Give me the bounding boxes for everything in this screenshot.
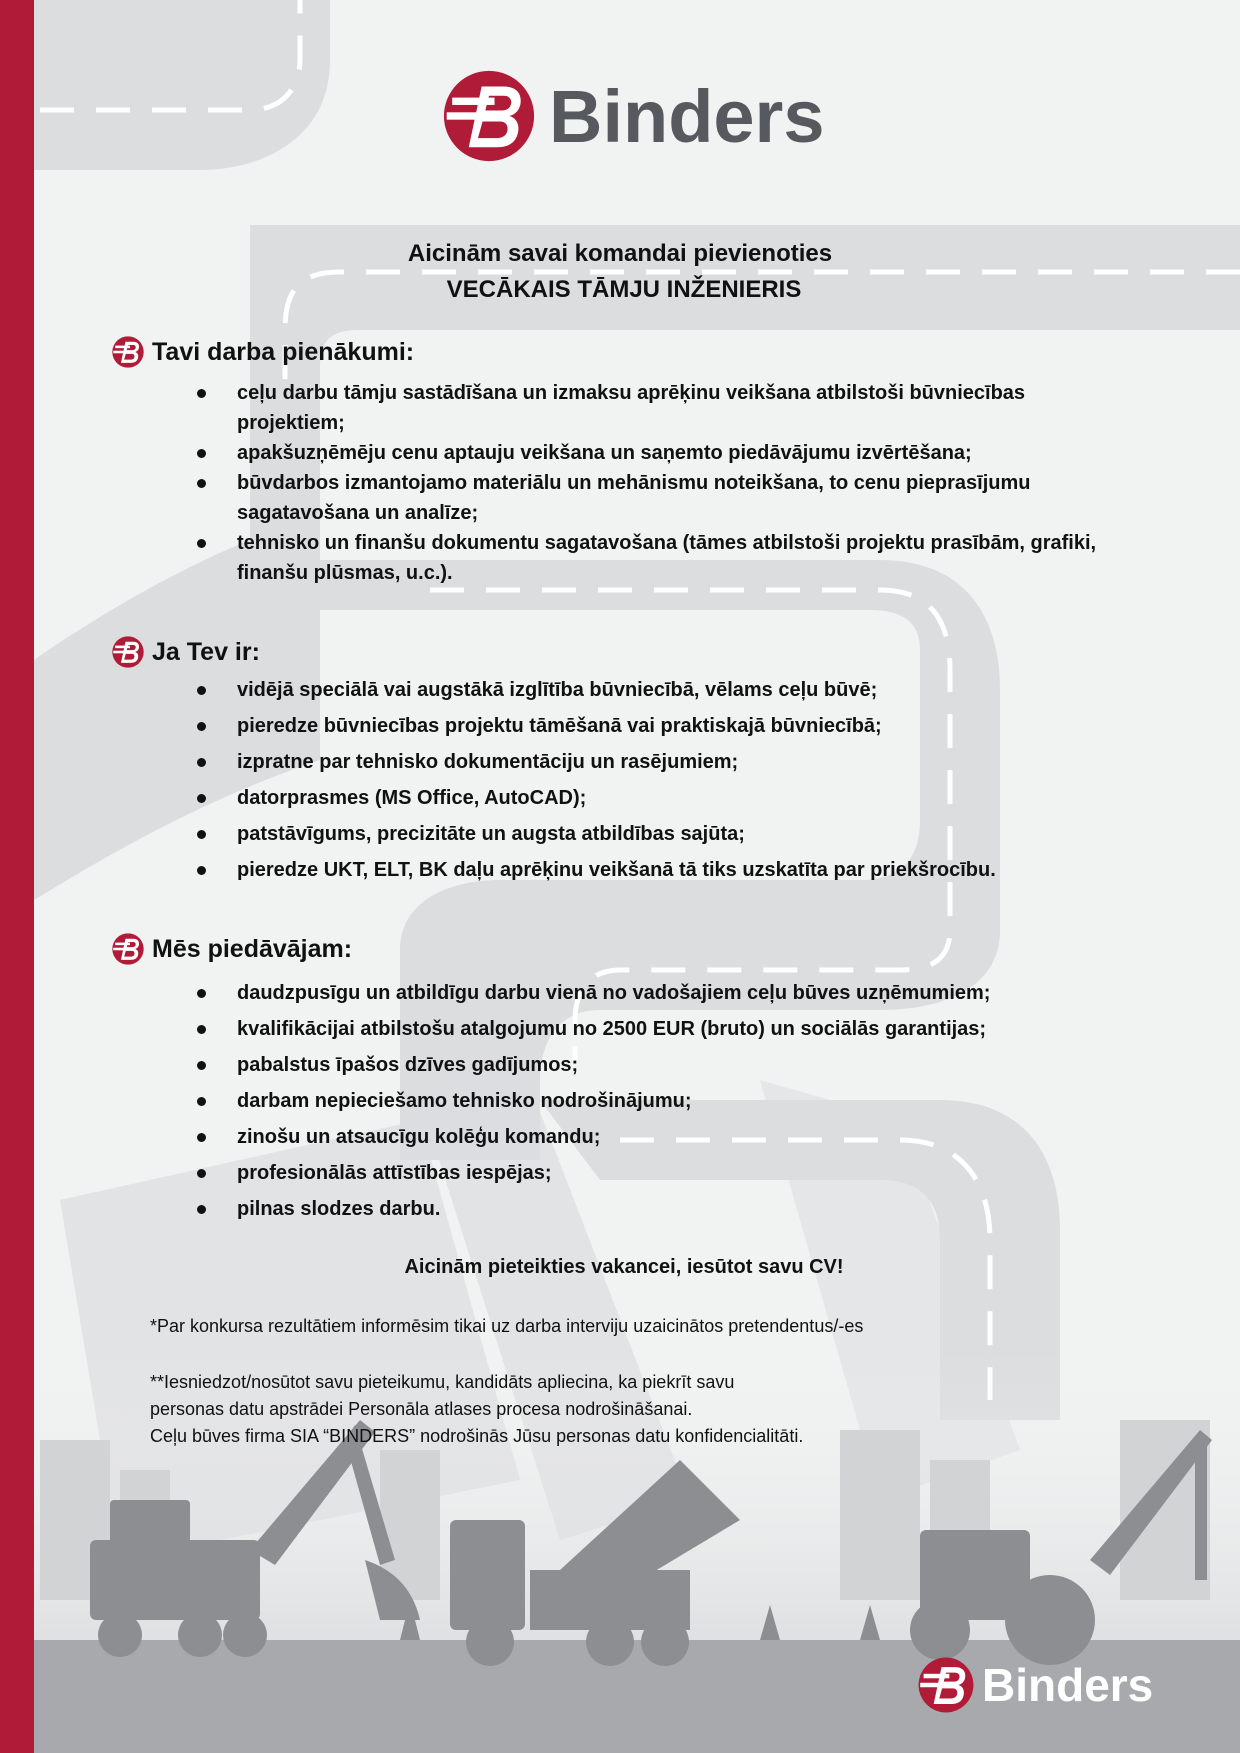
- section-title-text: Tavi darba pienākumi:: [152, 337, 415, 366]
- binders-logo-icon: [918, 1657, 974, 1713]
- invite-headline: Aicinām savai komandai pievienoties: [407, 240, 833, 267]
- privacy-note-line: Ceļu būves firma SIA “BINDERS” nodrošinās Jūsu personas datu konfidencialitāti.: [150, 1426, 804, 1446]
- brand-wordmark: Binders: [549, 74, 825, 158]
- bullet-logo-icon: [112, 336, 144, 368]
- section-title-offer: [112, 932, 352, 966]
- job-title: VECĀKAIS TĀMJU INŽENIERIS: [446, 276, 802, 303]
- list-item: pilnas slodzes darbu.: [197, 1197, 1127, 1221]
- section-title-text: Ja Tev ir:: [152, 637, 260, 666]
- section-offer: [112, 932, 352, 966]
- requirements-list: [197, 678, 1127, 894]
- privacy-note: [150, 1369, 803, 1450]
- section-duties: [112, 335, 414, 369]
- section-title-duties: [112, 335, 414, 369]
- list-item: būvdarbos izmantojamo materiālu un mehānismu noteikšana, to cenu pieprasījumu sagatavošana un analīze;: [197, 468, 1127, 528]
- duties-list: [197, 378, 1127, 588]
- list-item: kvalifikācijai atbilstošu atalgojumu no 2500 EUR (bruto) un sociālās garantijas;: [197, 1017, 1127, 1041]
- apply-call-to-action: Aicinām pieteikties vakancei, iesūtot savu CV!: [404, 1256, 844, 1278]
- privacy-note-line: **Iesniedzot/nosūtot savu pieteikumu, kandidāts apliecina, ka piekrīt savu: [150, 1372, 735, 1392]
- list-item: vidējā speciālā vai augstākā izglītība būvniecībā, vēlams ceļu būvē;: [197, 678, 1127, 702]
- list-item: pabalstus īpašos dzīves gadījumos;: [197, 1053, 1127, 1077]
- section-title-text: Mēs piedāvājam:: [152, 934, 353, 963]
- list-item: pieredze būvniecības projektu tāmēšanā vai praktiskajā būvniecībā;: [197, 714, 1127, 738]
- section-requirements: [112, 635, 260, 669]
- privacy-note-line: personas datu apstrādei Personāla atlases procesa nodrošināšanai.: [150, 1399, 693, 1419]
- list-item: datorprasmes (MS Office, AutoCAD);: [197, 786, 1127, 810]
- list-item: izpratne par tehnisko dokumentāciju un rasējumiem;: [197, 750, 1127, 774]
- list-item: ceļu darbu tāmju sastādīšana un izmaksu aprēķinu veikšana atbilstoši būvniecības projektiem;: [197, 378, 1127, 438]
- bullet-logo-icon: [112, 636, 144, 668]
- list-item: apakšuzņēmēju cenu aptauju veikšana un saņemto piedāvājumu izvērtēšana;: [197, 438, 1127, 468]
- list-item: profesionālās attīstības iespējas;: [197, 1161, 1127, 1185]
- list-item: tehnisko un finanšu dokumentu sagatavošana (tāmes atbilstoši projektu prasībām, grafiki, finanšu plūsmas, u.c.).: [197, 528, 1127, 588]
- list-item: zinošu un atsaucīgu kolēģu komandu;: [197, 1125, 1127, 1149]
- brand-logo-bottom: [918, 1653, 1153, 1717]
- results-note: *Par konkursa rezultātiem informēsim tikai uz darba interviju uzaicinātos pretendentus/-es: [150, 1316, 864, 1336]
- section-title-requirements: [112, 635, 260, 669]
- list-item: patstāvīgums, precizitāte un augsta atbildības sajūta;: [197, 822, 1127, 846]
- list-item: darbam nepieciešamo tehnisko nodrošinājumu;: [197, 1089, 1127, 1113]
- offer-list: [197, 981, 1127, 1233]
- brand-wordmark: Binders: [982, 1659, 1154, 1711]
- list-item: pieredze UKT, ELT, BK daļu aprēķinu veikšanā tā tiks uzskatīta par priekšrocību.: [197, 858, 1127, 882]
- bullet-logo-icon: [112, 933, 144, 965]
- list-item: daudzpusīgu un atbildīgu darbu vienā no vadošajiem ceļu būves uzņēmumiem;: [197, 981, 1127, 1005]
